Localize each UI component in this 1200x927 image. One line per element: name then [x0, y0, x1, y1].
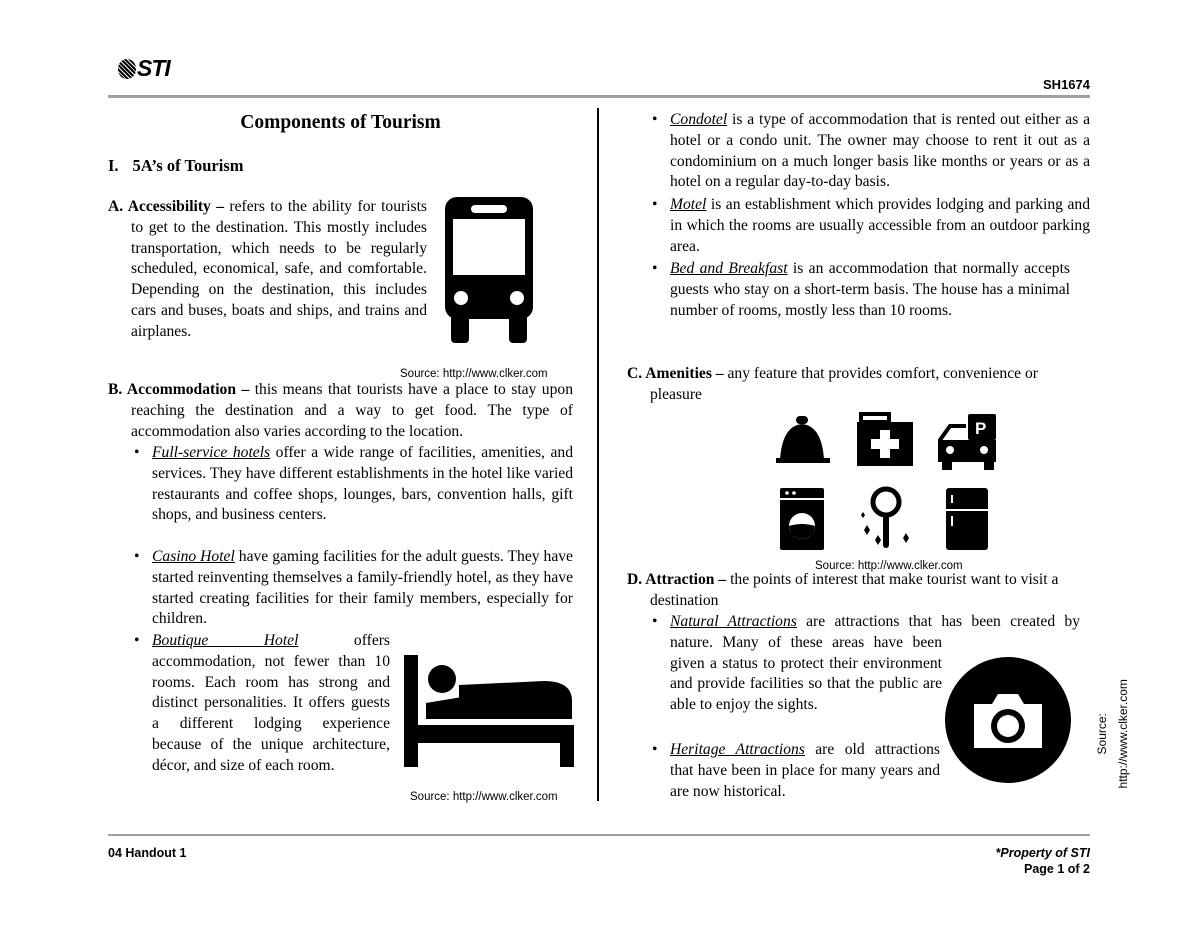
attraction-text: the points of interest that make tourist want to visit a destination	[650, 571, 1059, 609]
section-title: 5A’s of Tourism	[132, 156, 244, 175]
camera-source: Source: http://www.clker.com	[1095, 679, 1130, 789]
mirror-icon	[861, 489, 909, 548]
bullet-icon: •	[652, 741, 658, 758]
accommodation-text: this means that tourists have a place to stay upon reaching the destination and a way to get food. The type of accommodation also varies according to the location.	[131, 381, 573, 440]
accessibility-text: refers to the ability for tourists to get to the destination. This mostly includes transportation, which needs to be regularly scheduled, economical, safe, and comfortable. Depending on the destination, this includes cars and buses, boats and ships, and trains and airplanes.	[131, 198, 427, 340]
term: Full-service hotels	[152, 444, 271, 461]
bullet-icon: •	[134, 548, 140, 565]
parking-car-icon	[938, 414, 996, 470]
bullet-icon: •	[652, 196, 658, 213]
term: Natural Attractions	[670, 613, 797, 630]
amenities-paragraph	[627, 364, 1090, 406]
footer-property: *Property of STI	[995, 846, 1090, 860]
list-item-heritage	[652, 740, 940, 802]
bullet-icon: •	[652, 613, 658, 630]
attraction-paragraph	[627, 570, 1105, 612]
list-item-condotel	[652, 110, 1090, 193]
list-item-bed-breakfast	[652, 259, 1070, 321]
bullet-icon: •	[652, 260, 658, 277]
footer-rule	[108, 834, 1090, 836]
list-item-full-service	[134, 443, 574, 526]
list-item-boutique	[134, 631, 391, 777]
logo-text: STI	[137, 55, 170, 81]
term: Motel	[670, 196, 707, 213]
accommodation-paragraph	[108, 380, 573, 442]
globe-icon	[118, 59, 136, 79]
accessibility-paragraph	[108, 197, 427, 343]
column-divider	[597, 108, 599, 801]
definition: offer a wide range of facilities, amenities, and services. They have different establishments in the hotel like varied restaurants and coffee shops, lounges, bars, convention halls, gift shops, and business centers.	[152, 444, 574, 524]
amenities-text: any feature that provides comfort, convenience or pleasure	[650, 365, 1038, 403]
bus-icon	[443, 195, 535, 345]
definition: is an accommodation that normally accepts guests who stay on a short-term basis. The house has a minimal number of rooms, mostly less than 10 rooms.	[670, 260, 1070, 319]
bus-source: Source: http://www.clker.com	[400, 368, 548, 380]
bullet-icon: •	[652, 111, 658, 128]
accommodation-label: B. Accommodation –	[108, 381, 250, 398]
cloche-icon	[776, 416, 830, 463]
bed-source: Source: http://www.clker.com	[410, 791, 558, 803]
accessibility-label: A. Accessibility –	[108, 198, 225, 215]
section-number: I.	[108, 156, 119, 175]
list-item-motel	[652, 195, 1090, 257]
footer-handout: 04 Handout 1	[108, 846, 187, 860]
header-rule	[108, 95, 1090, 98]
svg-text:P: P	[975, 419, 987, 438]
definition: offers accommodation, not fewer than 10 rooms. Each room has strong and distinct personalities. It offers guests a different lodging experience because of the unique architecture, décor, and size of each room.	[152, 632, 391, 774]
first-aid-icon	[857, 414, 913, 466]
term: Casino Hotel	[152, 548, 235, 565]
term: Bed and Breakfast	[670, 260, 788, 277]
term: Condotel	[670, 111, 728, 128]
definition: are old attractions that have been in place for many years and are now historical.	[670, 741, 940, 800]
list-item-casino	[134, 547, 573, 630]
bullet-icon: •	[134, 632, 140, 649]
camera-icon	[944, 656, 1072, 784]
sti-logo	[118, 55, 170, 81]
definition: have gaming facilities for the adult guests. They have started reinventing themselves a family-friendly hotel, as they have started creating facilities for their family members, especially for children.	[152, 548, 573, 628]
term: Boutique Hotel	[152, 632, 299, 649]
refrigerator-icon	[946, 488, 988, 550]
amenities-source: Source: http://www.clker.com	[815, 560, 963, 572]
bed-icon	[404, 655, 574, 767]
footer-page-number: Page 1 of 2	[1024, 862, 1090, 876]
definition: is an establishment which provides lodging and parking and in which the rooms are usually accessible from an outdoor parking area.	[670, 196, 1090, 255]
amenities-icons	[770, 410, 1000, 555]
term: Heritage Attractions	[670, 741, 805, 758]
amenities-label: C. Amenities –	[627, 365, 724, 382]
attraction-label: D. Attraction –	[627, 571, 727, 588]
definition: is a type of accommodation that is rented out either as a hotel or a condo unit. The owner may choose to rent it out as a condominium on a much longer basis like months or years or as a hotel on a regular day-to-day basis.	[670, 111, 1090, 191]
bullet-icon: •	[134, 444, 140, 461]
definition: are attractions that has been created by nature. Many of these areas have been given a status to protect their environment and provide facilities so that the public are able to enjoy the sights.	[670, 613, 1081, 714]
section-heading	[108, 156, 243, 177]
washing-machine-icon	[780, 488, 824, 550]
page-title: Components of Tourism	[240, 112, 441, 133]
doc-code: SH1674	[1043, 77, 1090, 92]
